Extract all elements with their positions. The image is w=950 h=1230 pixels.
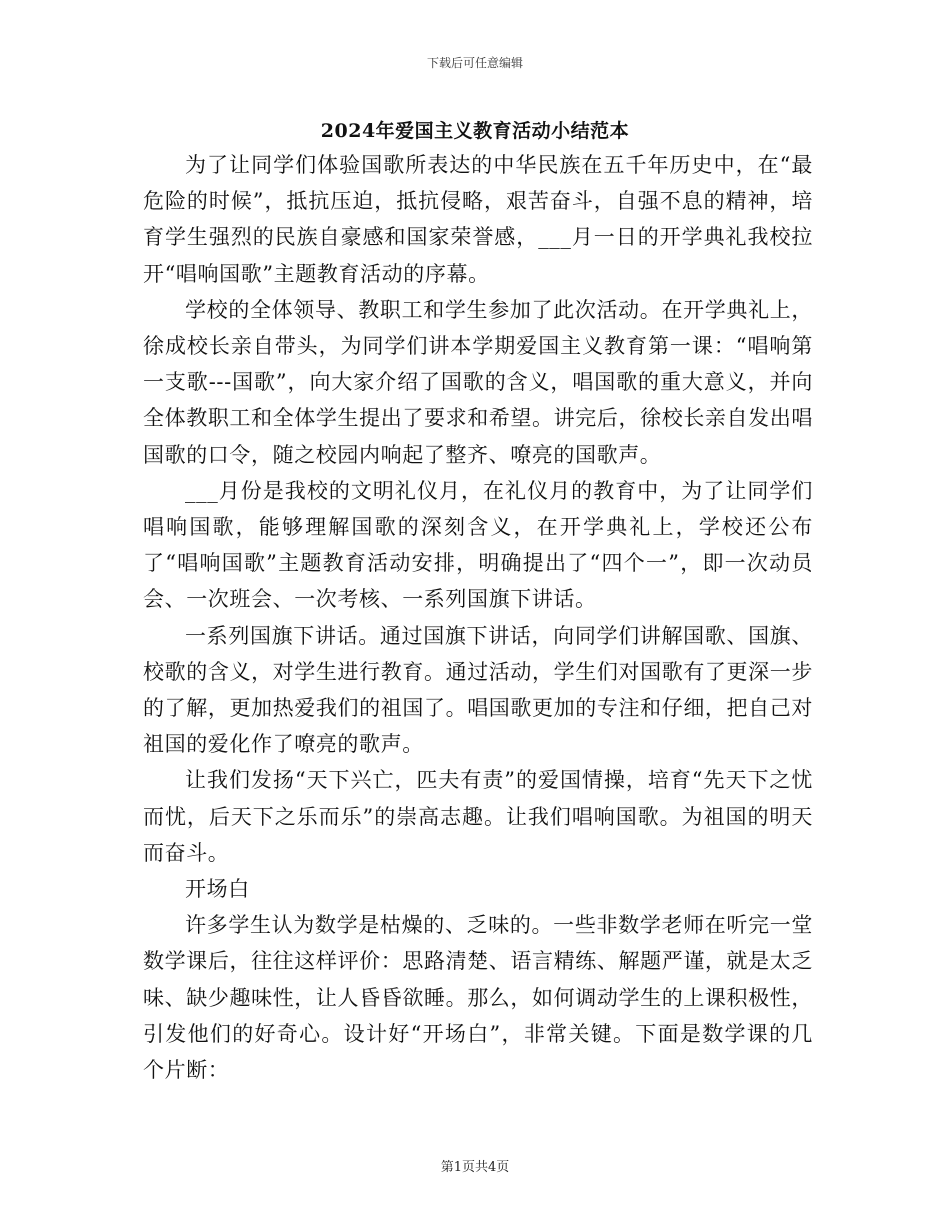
paragraph: 许多学生认为数学是枯燥的、乏味的。一些非数学老师在听完一堂数学课后，往往这样评价：思路清楚、语言精练、解题严谨，就是太乏味、缺少趣味性，让人昏昏欲睡。那么，如何调动学生的上课积极性，引发他们的好奇心。设计好“开场白”，非常关键。下面是数学课的几个片断： bbox=[143, 913, 813, 1083]
paragraph: 为了让同学们体验国歌所表达的中华民族在五千年历史中，在“最危险的时候”，抵抗压迫，抵抗侵略，艰苦奋斗，自强不息的精神，培育学生强烈的民族自豪感和国家荣誉感，___月一日的开学典礼我校拉开“唱响国歌”主题教育活动的序幕。 bbox=[143, 153, 813, 286]
paragraph: 学校的全体领导、教职工和学生参加了此次活动。在开学典礼上，徐成校长亲自带头，为同学们讲本学期爱国主义教育第一课：“唱响第一支歌---国歌”，向大家介绍了国歌的含义，唱国歌的重大意义，并向全体教职工和全体学生提出了要求和希望。讲完后，徐校长亲自发出唱国歌的口令，随之校园内响起了整齐、嘹亮的国歌声。 bbox=[143, 297, 813, 467]
paragraph: 一系列国旗下讲话。通过国旗下讲话，向同学们讲解国歌、国旗、校歌的含义，对学生进行教育。通过活动，学生们对国歌有了更深一步的了解，更加热爱我们的祖国了。唱国歌更加的专注和仔细，把自己对祖国的爱化作了嘹亮的歌声。 bbox=[143, 623, 813, 757]
page-header-note: 下载后可任意编辑 bbox=[426, 56, 523, 70]
paragraph: ___月份是我校的文明礼仪月，在礼仪月的教育中，为了让同学们唱响国歌，能够理解国歌的深刻含义，在开学典礼上，学校还公布了“唱响国歌”主题教育活动安排，明确提出了“四个一”，即一次动员会、一次班会、一次考核、一系列国旗下讲话。 bbox=[143, 478, 813, 612]
document-title: 2024年爱国主义教育活动小结范本 bbox=[320, 120, 630, 142]
paragraph: 让我们发扬“天下兴亡，匹夫有责”的爱国情操，培育“先天下之忧而忧，后天下之乐而乐”的崇高志趣。让我们唱响国歌。为祖国的明天而奋斗。 bbox=[143, 768, 813, 865]
section-heading: 开场白 bbox=[185, 877, 250, 902]
document-body bbox=[143, 147, 813, 1088]
page-number: 第1页共4页 bbox=[440, 1160, 510, 1175]
